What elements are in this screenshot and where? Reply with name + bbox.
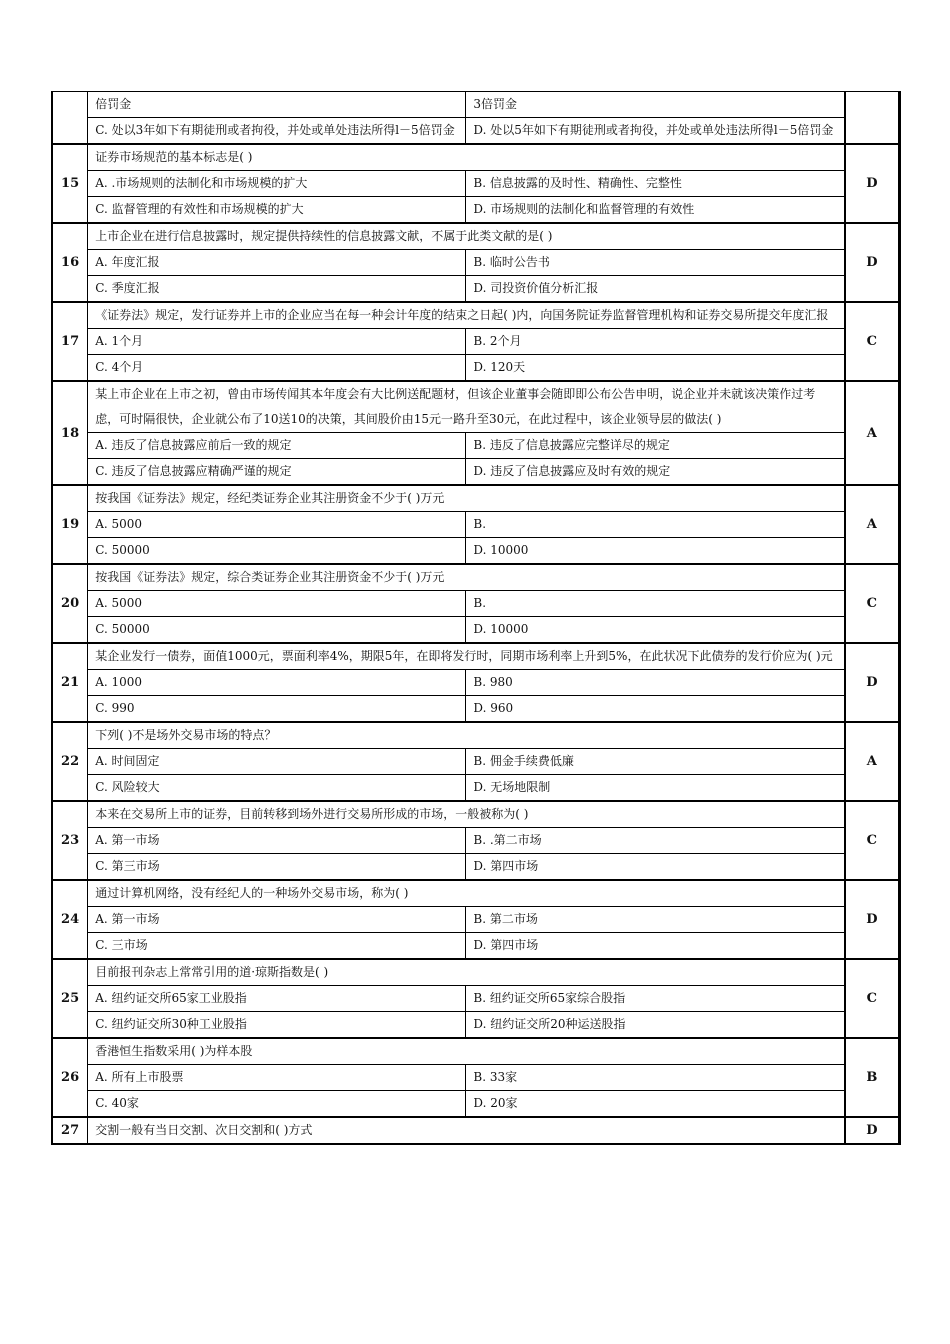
question-stem: 证券市场规范的基本标志是( ) bbox=[88, 144, 845, 171]
option-left: 倍罚金 bbox=[88, 92, 466, 118]
option-right: D. 120天 bbox=[466, 355, 845, 382]
question-stem: 《证券法》规定，发行证券并上市的企业应当在每一种会计年度的结束之日起( )内，向国务院证券监督管理机构和证券交易所提交年度汇报 bbox=[88, 302, 845, 329]
option-left: C. 纽约证交所30种工业股指 bbox=[88, 1012, 466, 1039]
option-right: B. 信息披露的及时性、精确性、完整性 bbox=[466, 171, 845, 197]
question-stem: 香港恒生指数采用( )为样本股 bbox=[88, 1038, 845, 1065]
option-row bbox=[52, 1065, 900, 1091]
option-right: B. 2个月 bbox=[466, 329, 845, 355]
question-number: 19 bbox=[52, 485, 88, 564]
question-number: 26 bbox=[52, 1038, 88, 1117]
question-stem-row bbox=[52, 381, 900, 433]
option-row bbox=[52, 197, 900, 224]
option-row bbox=[52, 276, 900, 303]
question-number: 20 bbox=[52, 564, 88, 643]
question-number: 22 bbox=[52, 722, 88, 801]
question-block bbox=[52, 564, 900, 643]
option-right: B. 第二市场 bbox=[466, 907, 845, 933]
option-row bbox=[52, 329, 900, 355]
option-right: B. bbox=[466, 591, 845, 617]
question-block bbox=[52, 722, 900, 801]
option-left: A. 1000 bbox=[88, 670, 466, 696]
option-left: C. 第三市场 bbox=[88, 854, 466, 881]
option-right: D. 司投资价值分析汇报 bbox=[466, 276, 845, 303]
question-block bbox=[52, 801, 900, 880]
question-stem: 通过计算机网络，没有经纪人的一种场外交易市场，称为( ) bbox=[88, 880, 845, 907]
question-block bbox=[52, 1038, 900, 1117]
option-left: A. 年度汇报 bbox=[88, 250, 466, 276]
question-stem-row bbox=[52, 880, 900, 907]
question-block bbox=[52, 92, 900, 145]
question-block bbox=[52, 959, 900, 1038]
question-block bbox=[52, 223, 900, 302]
option-row bbox=[52, 591, 900, 617]
question-number: 27 bbox=[52, 1117, 88, 1144]
option-row bbox=[52, 118, 900, 145]
option-row bbox=[52, 538, 900, 565]
option-left: A. 1个月 bbox=[88, 329, 466, 355]
question-stem-row bbox=[52, 801, 900, 828]
option-left: C. 4个月 bbox=[88, 355, 466, 382]
option-row bbox=[52, 907, 900, 933]
option-right: D. 20家 bbox=[466, 1091, 845, 1118]
answer-cell: A bbox=[845, 722, 900, 801]
option-row bbox=[52, 512, 900, 538]
answer-cell: C bbox=[845, 801, 900, 880]
answer-cell: A bbox=[845, 485, 900, 564]
option-row bbox=[52, 670, 900, 696]
option-left: C. 990 bbox=[88, 696, 466, 723]
question-block bbox=[52, 880, 900, 959]
option-left: C. 风险较大 bbox=[88, 775, 466, 802]
option-left: C. 监督管理的有效性和市场规模的扩大 bbox=[88, 197, 466, 224]
answer-cell: C bbox=[845, 564, 900, 643]
question-block bbox=[52, 643, 900, 722]
question-stem: 某企业发行一债券，面值1000元，票面利率4%，期限5年，在即将发行时，同期市场利率上升到5%，在此状况下此债券的发行价应为( )元 bbox=[88, 643, 845, 670]
question-stem: 下列( )不是场外交易市场的特点？ bbox=[88, 722, 845, 749]
option-right: B. 980 bbox=[466, 670, 845, 696]
option-left: A. 纽约证交所65家工业股指 bbox=[88, 986, 466, 1012]
option-left: A. 第一市场 bbox=[88, 907, 466, 933]
option-right: D. 10000 bbox=[466, 617, 845, 644]
option-right: B. 佣金手续费低廉 bbox=[466, 749, 845, 775]
question-stem-row bbox=[52, 1117, 900, 1144]
question-stem-row bbox=[52, 1038, 900, 1065]
question-stem: 按我国《证券法》规定，经纪类证券企业其注册资金不少于( )万元 bbox=[88, 485, 845, 512]
option-left: A. 所有上市股票 bbox=[88, 1065, 466, 1091]
question-table bbox=[51, 91, 901, 1145]
question-stem: 按我国《证券法》规定，综合类证券企业其注册资金不少于( )万元 bbox=[88, 564, 845, 591]
option-left: C. 三市场 bbox=[88, 933, 466, 960]
question-block bbox=[52, 1117, 900, 1144]
option-left: A. 违反了信息披露应前后一致的规定 bbox=[88, 433, 466, 459]
question-number: 15 bbox=[52, 144, 88, 223]
question-number: 23 bbox=[52, 801, 88, 880]
option-left: C. 40家 bbox=[88, 1091, 466, 1118]
question-stem-row bbox=[52, 144, 900, 171]
option-row bbox=[52, 986, 900, 1012]
option-row bbox=[52, 171, 900, 197]
option-left: A. 第一市场 bbox=[88, 828, 466, 854]
question-block bbox=[52, 485, 900, 564]
question-block bbox=[52, 302, 900, 381]
option-row bbox=[52, 92, 900, 118]
question-stem-row bbox=[52, 959, 900, 986]
option-left: A. 5000 bbox=[88, 591, 466, 617]
answer-cell: B bbox=[845, 1038, 900, 1117]
answer-cell: D bbox=[845, 144, 900, 223]
option-row bbox=[52, 933, 900, 960]
option-right: D. 市场规则的法制化和监督管理的有效性 bbox=[466, 197, 845, 224]
option-row bbox=[52, 459, 900, 486]
option-left: A. 时间固定 bbox=[88, 749, 466, 775]
question-stem-row bbox=[52, 564, 900, 591]
option-right: B. 临时公告书 bbox=[466, 250, 845, 276]
question-block bbox=[52, 144, 900, 223]
option-right: B. 违反了信息披露应完整详尽的规定 bbox=[466, 433, 845, 459]
question-stem: 交割一般有当日交割、次日交割和( )方式 bbox=[88, 1117, 845, 1144]
option-row bbox=[52, 617, 900, 644]
question-stem-row bbox=[52, 722, 900, 749]
option-right: D. 处以5年如下有期徒刑或者拘役，并处或单处违法所得l－5倍罚金 bbox=[466, 118, 845, 145]
option-row bbox=[52, 749, 900, 775]
option-row bbox=[52, 854, 900, 881]
question-stem-row bbox=[52, 485, 900, 512]
answer-cell: C bbox=[845, 959, 900, 1038]
option-row bbox=[52, 250, 900, 276]
option-right: D. 第四市场 bbox=[466, 854, 845, 881]
option-left: C. 处以3年如下有期徒刑或者拘役，并处或单处违法所得l－5倍罚金 bbox=[88, 118, 466, 145]
answer-cell: A bbox=[845, 381, 900, 485]
option-right: D. 10000 bbox=[466, 538, 845, 565]
question-number: 24 bbox=[52, 880, 88, 959]
question-stem: 上市企业在进行信息披露时，规定提供持续性的信息披露文献，不属于此类文献的是( ) bbox=[88, 223, 845, 250]
option-left: C. 50000 bbox=[88, 538, 466, 565]
answer-cell: D bbox=[845, 223, 900, 302]
option-right: D. 纽约证交所20种运送股指 bbox=[466, 1012, 845, 1039]
option-right: D. 违反了信息披露应及时有效的规定 bbox=[466, 459, 845, 486]
question-number: 17 bbox=[52, 302, 88, 381]
answer-cell bbox=[845, 92, 900, 145]
question-stem-row bbox=[52, 223, 900, 250]
option-row bbox=[52, 433, 900, 459]
option-right: 3倍罚金 bbox=[466, 92, 845, 118]
question-stem: 某上市企业在上市之初，曾由市场传闻其本年度会有大比例送配题材，但该企业董事会随即即公布公告申明，说企业并未就该决策作过考虑，可时隔很快，企业就公布了10送10的决策，其间股价由15元一路升至30元，在此过程中，该企业领导层的做法( ) bbox=[88, 381, 845, 433]
option-right: D. 无场地限制 bbox=[466, 775, 845, 802]
option-right: B. bbox=[466, 512, 845, 538]
option-row bbox=[52, 775, 900, 802]
option-left: C. 50000 bbox=[88, 617, 466, 644]
question-number: 21 bbox=[52, 643, 88, 722]
option-row bbox=[52, 355, 900, 382]
option-right: D. 第四市场 bbox=[466, 933, 845, 960]
option-left: C. 季度汇报 bbox=[88, 276, 466, 303]
question-stem: 本来在交易所上市的证券，目前转移到场外进行交易所形成的市场，一般被称为( ) bbox=[88, 801, 845, 828]
answer-cell: D bbox=[845, 643, 900, 722]
question-number: 18 bbox=[52, 381, 88, 485]
option-right: B. 纽约证交所65家综合股指 bbox=[466, 986, 845, 1012]
question-stem: 目前报刊杂志上常常引用的道·琼斯指数是( ) bbox=[88, 959, 845, 986]
option-right: D. 960 bbox=[466, 696, 845, 723]
question-number: 25 bbox=[52, 959, 88, 1038]
option-row bbox=[52, 1012, 900, 1039]
option-row bbox=[52, 1091, 900, 1118]
option-right: B. .第二市场 bbox=[466, 828, 845, 854]
option-left: A. 5000 bbox=[88, 512, 466, 538]
question-block bbox=[52, 381, 900, 485]
option-right: B. 33家 bbox=[466, 1065, 845, 1091]
answer-cell: C bbox=[845, 302, 900, 381]
answer-cell: D bbox=[845, 880, 900, 959]
question-stem-row bbox=[52, 643, 900, 670]
question-stem-row bbox=[52, 302, 900, 329]
option-left: A. .市场规则的法制化和市场规模的扩大 bbox=[88, 171, 466, 197]
question-number bbox=[52, 92, 88, 145]
option-row bbox=[52, 696, 900, 723]
answer-cell: D bbox=[845, 1117, 900, 1144]
option-left: C. 违反了信息披露应精确严谨的规定 bbox=[88, 459, 466, 486]
option-row bbox=[52, 828, 900, 854]
question-number: 16 bbox=[52, 223, 88, 302]
